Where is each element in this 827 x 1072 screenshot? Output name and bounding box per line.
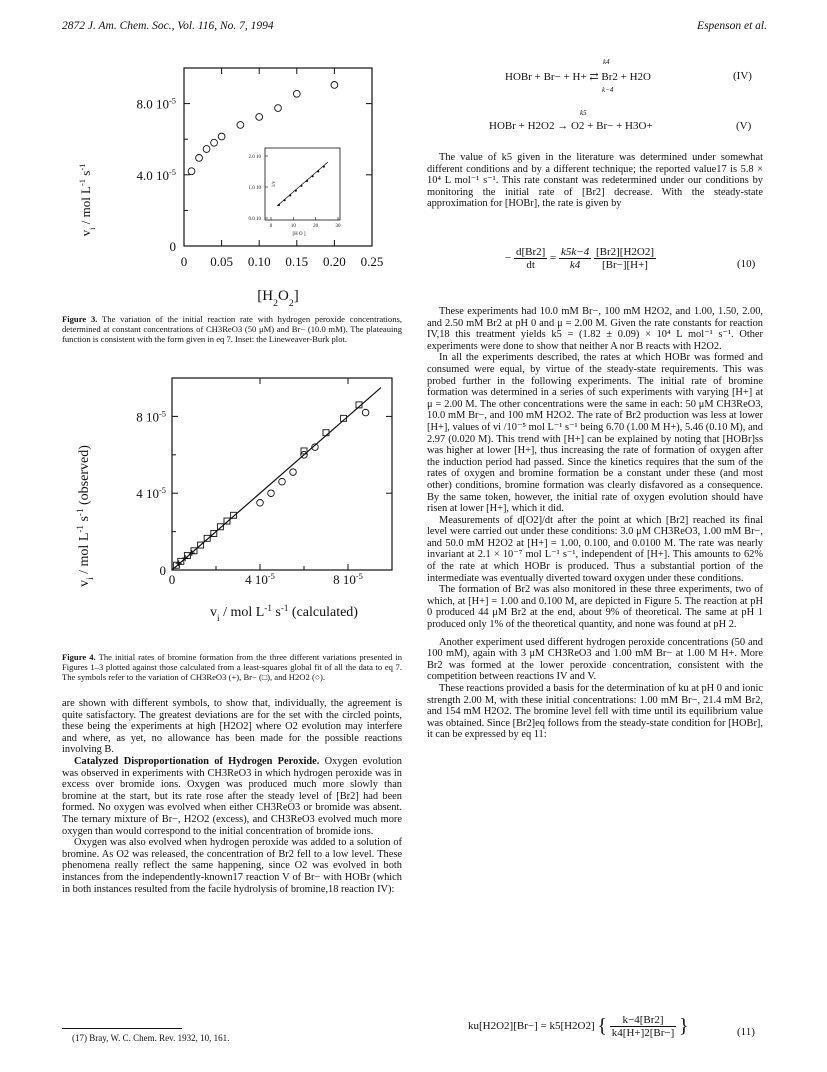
eq10-lhs-denominator: dt	[526, 259, 535, 271]
fig3-inset-point	[284, 199, 286, 201]
fig4-circle-point	[362, 409, 369, 416]
fig3-data-point	[293, 90, 300, 97]
fig3-ytick-label: 4.0 $10^{-5}$	[136, 166, 176, 183]
figure-3-caption-text: The variation of the initial reaction rate with hydrogen peroxide concentrations, determined at constant concentrations of CH3ReO3 (50 μM) and Br− (10.0 mM). The plateauing function is consistent with the form given in eq 7. Inset: the Lineweaver-Burk plot.	[62, 314, 402, 344]
fig3-data-point	[331, 82, 338, 89]
eq10-lhs-numerator: d[Br2]	[515, 246, 546, 258]
left-paragraph-1: are shown with different symbols, to show that, individually, the agreement is quite satisfactory. The greatest deviations are for the set with the circled points, these being the experiments at high [H2O2] where O2 evolution may interfere and where, as yet, no allowance has been made for the possible reactions involving B.	[62, 698, 402, 756]
fig4-circle-point	[268, 490, 275, 497]
fig4-ytick-label: 4 $10^{-5}$	[136, 485, 166, 502]
fig3-data-point	[256, 114, 263, 121]
fig3-data-point	[218, 133, 225, 140]
footnote: (17) Bray, W. C. Chem. Rev. 1932, 10, 161.	[72, 1033, 230, 1043]
fig3-xtick-label: 0.25	[360, 254, 384, 269]
fig3-inset-point	[300, 185, 302, 187]
fig4-ytick-label: 0	[159, 563, 166, 578]
eq10-k-numerator: k5k−4	[561, 246, 590, 258]
fig3-data-point	[211, 139, 218, 146]
fig3-inset-ytick-label: 2.0 10	[248, 155, 261, 160]
right-paragraph-7: These reactions provided a basis for the determination of ku at pH 0 and ionic strength 2.00 M, with these initial concentrations: 1.00 mM Br−, 21.4 mM Br2, and 154 mM H2O2. The bromine level fell with time until its equilibrium value was obtained. Since [Br2]eq follows from the steady-state condition for [HOBr], it can be expressed by eq 11:	[427, 683, 763, 741]
right-column-text	[427, 306, 763, 741]
eq11-denominator: k4[H+]2[Br−]	[611, 1027, 675, 1039]
figure-3-caption-title: Figure 3.	[62, 314, 98, 324]
fig3-inset-point	[323, 166, 325, 168]
fig4-ylabel: $v_i$ / mol $L^{-1}$ $s^{-1}$ (observed)	[75, 445, 95, 587]
right-paragraph-4: Measurements of d[O2]/dt after the point at which [Br2] reached its final level were carried out under these conditions: 3.0 μM CH3ReO3, 1.00 mM Br−, and 50.0 mM H2O2 at [H+] = 1.00, 0.100, and 0.0100 M. The rate was nearly invariant at 2.1 × 10⁻⁷ mol L⁻¹ s⁻¹, independent of [H+]. This amounts to 62% of the rate at which HOBr is produced. Thus a substantial portion of the intermediate was eventually diverted toward oxygen under these conditions.	[427, 514, 763, 584]
fig3-inset-point	[317, 170, 319, 172]
reaction-iv-number: (IV)	[733, 70, 752, 82]
fig3-inset-xtick-label: 30	[335, 224, 341, 229]
right-paragraph-2: These experiments had 10.0 mM Br−, 100 mM H2O2, and 1.00, 1.50, 2.00, and 2.50 mM Br2 at pH 0 and μ = 2.00 M. Given the rate constants for reaction IV,18 this treatment yields k5 = (1.82 ± 0.09) × 10⁴ L mol⁻¹ s⁻¹. Other experiments were done to show that neither A nor B reacts with H2O2.	[427, 306, 763, 352]
fig3-data-point	[188, 168, 195, 175]
fig3-data-point	[203, 146, 210, 153]
reaction-iv: HOBr + Br− + H+ ⇄ Br2 + H2O	[505, 71, 651, 83]
running-header-left: 2872 J. Am. Chem. Soc., Vol. 116, No. 7, 1994	[62, 20, 274, 32]
fig4-ytick-label: 8 $10^{-5}$	[136, 408, 166, 425]
fig4-xtick-label: 4 $10^{-5}$	[245, 571, 275, 587]
fig3-inset-xlabel: [H O ]	[292, 232, 306, 237]
fig3-xtick-label: 0.15	[285, 254, 309, 269]
reaction-v-k: k5	[580, 109, 587, 117]
figure-4-caption-title: Figure 4.	[62, 652, 96, 662]
equation-10-number: (10)	[737, 258, 756, 270]
figure-4	[62, 366, 402, 654]
fig3-inset-ytick-label: 0.0 10	[248, 217, 261, 222]
reaction-iv-k-reverse: k−4	[602, 86, 614, 94]
running-header-right: Espenson et al.	[697, 20, 767, 32]
eq10-rate-denominator: [Br−][H+]	[601, 259, 648, 271]
fig3-data-point	[196, 154, 203, 161]
fig4-circle-point	[279, 478, 286, 485]
right-paragraph-3: In all the experiments described, the rates at which HOBr was formed and consumed were equal, by virtue of the steady-state requirements. This was probed further in the following experiments. The initial rate of bromine formation was determined in a series of such experiments with varying [H+] at μ = 2.00 M. The other concentrations were the same in each: 50 μM CH3ReO3, 10.0 mM Br−, and 100 mM H2O2. The rate of Br2 production was less at lower [H+], values of vi /10⁻⁵ mol L⁻¹ s⁻¹ being 6.70 (1.00 M H+), 5.46 (0.10 M), and 2.97 (0.020 M). This trend with [H+] can be explained by noting that [HOBr]ss was higher at lower [H+], thus increasing the rate of formation of oxygen after the induction period had passed. Since the kinetics requires that the sum of the rates of oxygen and bromine formation be a constant under these (and most other) conditions, bromine formation was clearly disfavored as a consequence. By the same token, however, the initial rate of oxygen evolution should have risen at lower [H+], which it did.	[427, 352, 763, 515]
left-paragraph-3: Oxygen was also evolved when hydrogen peroxide was added to a solution of bromine. As O2 was released, the concentration of Br2 fell to a low level. These phenomena really reflect the same happening, since O2 was evolved in both instances from the independently-known17 reaction V of Br− with HOBr (which in both instances resulted from the facile hydrolysis of bromine,18 reaction IV):	[62, 837, 402, 895]
eq11-lhs: ku[H2O2][Br−] = k5[H2O2]	[468, 1020, 595, 1033]
fig3-inset-xtick-label: 10	[290, 224, 296, 229]
figure-3	[62, 50, 402, 308]
equation-11: ku[H2O2][Br−] = k5[H2O2] { $\frac{k-4[Br2]}{k4[H+]2[Br-]}$ }	[468, 1014, 689, 1039]
fig3-inset-point	[295, 190, 297, 192]
footnote-rule	[62, 1028, 182, 1029]
fig3-inset-xtick-label: 20	[313, 224, 319, 229]
fig3-xtick-label: 0	[180, 254, 188, 269]
left-paragraph-2: Oxygen evolution was observed in experiments with CH3ReO3 in which hydrogen peroxide was in excess over bromide ions. Oxygen was produced much more slowly than bromine at the start, but its rate rose after the steady level of [Br2] had been formed. No oxygen was evolved when either CH3ReO3 or bromide was absent. The ternary mixture of Br−, H2O2 (excess), and CH3ReO3 evolved much more oxygen than would correspond to the initial concentration of bromide ions.	[62, 755, 403, 837]
equation-11-number: (11)	[737, 1026, 755, 1038]
fig3-inset-point	[306, 180, 308, 182]
section-heading: Catalyzed Disproportionation of Hydrogen Peroxide.	[74, 755, 320, 767]
eq11-numerator: k−4[Br2]	[610, 1014, 677, 1027]
fig3-inset-xtick-label: 0	[269, 224, 273, 229]
fig3-inset-ylabel: 1/v	[272, 180, 277, 188]
equation-10: − $\frac{d[Br2]}{dt}$ = $\frac{k5k-4}{k4}$ $\frac{[Br2][H2O2]}{[Br-][H+]}$	[505, 246, 654, 271]
figure-4-caption-text: The initial rates of bromine formation from the three different variations presented in Figures 1–3 plotted against those calculated from a least-squares global fit of all the data to eq 7. The symbols refer to the variation of CH3ReO3 (+), Br− (□), and H2O2 (○).	[62, 652, 403, 682]
fig3-ytick-label: 8.0 $10^{-5}$	[136, 95, 176, 112]
fig3-xtick-label: 0.10	[247, 254, 271, 269]
fig4-xtick-label: 0	[168, 572, 176, 587]
reaction-iv-k-forward: k4	[603, 58, 610, 66]
fig4-circle-point	[257, 500, 264, 507]
eq10-rate-numerator: [Br2][H2O2]	[595, 246, 654, 258]
fig3-inset-ytick-label: 1.0 10	[248, 186, 261, 191]
figure-4-caption	[62, 652, 402, 682]
eq10-k-denominator: k4	[569, 259, 581, 271]
reaction-v-number: (V)	[736, 120, 752, 132]
reaction-v: HOBr + H2O2 → O2 + Br− + H3O+	[489, 120, 653, 132]
fig4-xlabel: $v_i$ / mol $L^{-1}$ $s^{-1}$ (calculated)	[210, 603, 358, 623]
fig3-inset-point	[289, 194, 291, 196]
fig3-data-point	[237, 122, 244, 129]
right-paragraph-1-box	[427, 152, 763, 210]
fig3-data-point	[275, 105, 282, 112]
left-column-text	[62, 698, 402, 895]
right-paragraph-5: The formation of Br2 was also monitored in these three experiments, two of which, at [H+] = 1.00 and 0.100 M, are depicted in Figure 5. The reaction at pH 0 produced 44 μM Br2 at the end, about 9% of theoretical. The same at pH 1 produced only 1% of the theoretical quantity, and none was found at pH 2.	[427, 584, 763, 631]
fig3-ylabel: $v_i$ / mol $L^{-1}$ $s^{-1}$	[77, 163, 97, 237]
fig3-xlabel: $[H_2O_2]$	[257, 288, 299, 308]
fig3-inset-point	[312, 175, 314, 177]
right-paragraph-1: The value of k5 given in the literature was determined under somewhat different conditions and by a different technique; the reported value17 is 5.8 × 10⁴ L mol⁻¹ s⁻¹. This rate constant was redetermined under our conditions by monitoring the initial rate of [Br2] decrease. With the steady-state approximation for [HOBr], the rate is given by	[427, 152, 763, 210]
fig3-xtick-label: 0.20	[323, 254, 346, 269]
right-paragraph-6: Another experiment used different hydrogen peroxide concentrations (50 and 100 mM), again with 3 μM CH3ReO3 and 1.00 mM Br− at 1.00 M H+. More Br2 was formed at the lower peroxide concentration, consistent with the competition between reactions IV and V.	[427, 636, 763, 683]
fig3-inset-point	[278, 204, 280, 206]
fig4-xtick-label: 8 $10^{-5}$	[333, 571, 363, 587]
fig3-ytick-label: 0	[169, 239, 176, 254]
figure-3-caption	[62, 314, 402, 344]
fig3-xtick-label: 0.05	[210, 254, 233, 269]
fig4-circle-point	[290, 469, 297, 476]
